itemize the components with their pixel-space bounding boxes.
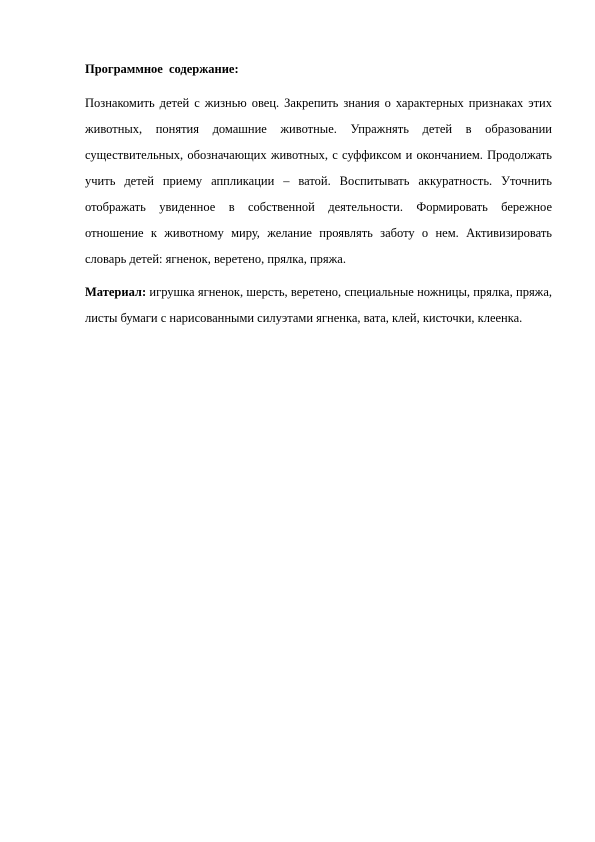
program-content-paragraph: Познакомить детей с жизнью овец. Закрепить знания о характерных признаках этих животных, понятия домашние животные. Упражнять детей в образовании существительных, обозначающих животных, с суффиксом и окончанием. Продолжать учить детей приему аппликации – ватой. Воспитывать аккуратность. Уточнить отображать увиденное в собственной деятельности. Формировать бережное отношение к животному миру, желание проявлять заботу о нем. Активизировать словарь детей: ягненок, веретено, прялка, пряжа. xyxy=(85,96,552,266)
materials-paragraph xyxy=(85,279,552,331)
document-content xyxy=(85,56,552,338)
materials-label: Материал: xyxy=(85,285,147,299)
section-heading: Программное содержание: xyxy=(85,62,239,76)
materials-text: игрушка ягненок, шерсть, веретено, специальные ножницы, прялка, пряжа, листы бумаги с нарисованными силуэтами ягненка, вата, клей, кисточки, клеенка. xyxy=(85,285,552,325)
